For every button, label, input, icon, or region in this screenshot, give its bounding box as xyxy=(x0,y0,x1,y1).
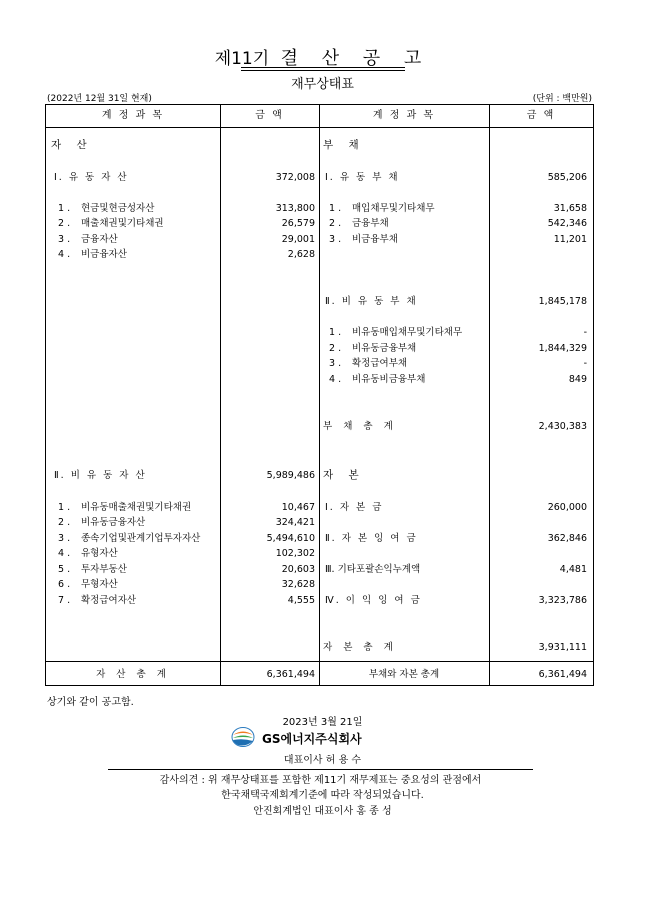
asset-item-name: 금융자산 xyxy=(81,234,118,245)
liability-item-name: 매입채무및기타채무 xyxy=(352,203,435,214)
noncurrent-liabilities-label: Ⅱ. 비 유 동 부 채 xyxy=(325,296,418,307)
notice-date: 2023년 3월 21일 xyxy=(282,717,363,728)
liability-item-name: 비금융부채 xyxy=(352,234,398,245)
asset-item-amount: 29,001 xyxy=(281,234,315,245)
asset-item-amount: 324,421 xyxy=(275,517,315,528)
asset-item-name: 비금융자산 xyxy=(81,249,127,260)
liability-item-no: 2 . xyxy=(329,343,342,354)
equity-item-label: Ⅱ. 자 본 잉 여 금 xyxy=(325,533,418,544)
asset-item-name: 유형자산 xyxy=(81,548,118,559)
header-account-left: 계 정 과 목 xyxy=(101,110,165,121)
asset-item-no: 6 . xyxy=(58,579,71,590)
title-main: 결 산 공 고 xyxy=(280,48,431,69)
total-liabilities-amount: 2,430,383 xyxy=(538,421,587,432)
asset-item-no: 2 . xyxy=(58,218,71,229)
grand-total-label: 부채와 자본 총계 xyxy=(368,669,440,680)
asset-item-name: 매출채권및기타채권 xyxy=(81,218,164,229)
liability-item-amount: - xyxy=(583,327,587,338)
assets-section-label: 자 산 xyxy=(51,139,93,151)
asset-item-no: 3 . xyxy=(58,533,71,544)
ceo-name: 대표이사 허 용 수 xyxy=(283,755,362,766)
header-amount-right: 금 액 xyxy=(526,110,556,121)
asset-item-no: 4 . xyxy=(58,249,71,260)
equity-item-label: Ⅳ. 이 익 잉 여 금 xyxy=(325,595,422,606)
as-of-date: (2022년 12월 31일 현재) xyxy=(47,94,152,104)
total-liabilities-label: 부 채 총 계 xyxy=(323,421,397,432)
liability-item-no: 3 . xyxy=(329,358,342,369)
asset-item-amount: 102,302 xyxy=(275,548,315,559)
liability-item-amount: - xyxy=(583,358,587,369)
gs-logo-icon xyxy=(230,726,256,748)
title-prefix: 제11기 xyxy=(214,49,270,69)
asset-item-amount: 5,494,610 xyxy=(266,533,315,544)
liability-item-name: 비유동금융부채 xyxy=(352,343,417,354)
liability-item-amount: 1,844,329 xyxy=(538,343,587,354)
company-name: GS에너지주식회사 xyxy=(262,732,362,746)
total-equity-amount: 3,931,111 xyxy=(538,642,587,653)
header-amount-left: 금 액 xyxy=(255,110,284,121)
asset-item-amount: 10,467 xyxy=(281,502,315,513)
audit-opinion-line-1: 감사의견 : 위 재무상태표를 포함한 제11기 재무제표는 중요성의 관점에서 xyxy=(108,769,533,786)
unit-label: (단위 : 백만원) xyxy=(532,94,592,104)
asset-item-name: 종속기업및관계기업투자자산 xyxy=(81,533,201,544)
asset-item-name: 현금및현금성자산 xyxy=(81,203,155,214)
liability-item-no: 4 . xyxy=(329,374,342,385)
equity-section-label: 자 본 xyxy=(323,469,365,481)
current-liabilities-label: Ⅰ. 유 동 부 채 xyxy=(325,172,400,183)
total-equity-label: 자 본 총 계 xyxy=(323,642,397,653)
asset-item-no: 5 . xyxy=(58,564,71,575)
equity-item-label: Ⅰ. 자 본 금 xyxy=(325,502,384,513)
noncurrent-assets-amount: 5,989,486 xyxy=(266,470,315,481)
audit-opinion-line-2: 한국채택국제회계기준에 따라 작성되었습니다. xyxy=(221,790,424,801)
asset-item-amount: 4,555 xyxy=(287,595,315,606)
asset-item-name: 투자부동산 xyxy=(81,564,127,575)
asset-item-name: 무형자산 xyxy=(81,579,118,590)
total-assets-amount: 6,361,494 xyxy=(266,669,315,680)
header-account-right: 계 정 과 목 xyxy=(372,110,436,121)
asset-item-no: 7 . xyxy=(58,595,71,606)
liability-item-no: 1 . xyxy=(329,203,342,214)
statement-subtitle: 재무상태표 xyxy=(291,77,354,92)
equity-item-amount: 260,000 xyxy=(547,502,587,513)
asset-item-amount: 26,579 xyxy=(281,218,315,229)
total-assets-label: 자 산 총 계 xyxy=(96,669,170,680)
asset-item-amount: 20,603 xyxy=(281,564,315,575)
asset-item-amount: 32,628 xyxy=(281,579,315,590)
asset-item-no: 4 . xyxy=(58,548,71,559)
current-assets-label: Ⅰ. 유 동 자 산 xyxy=(54,172,129,183)
title-underline xyxy=(241,67,405,68)
notice-text: 상기와 같이 공고함. xyxy=(47,697,134,708)
noncurrent-assets-label: Ⅱ. 비 유 동 자 산 xyxy=(54,470,147,481)
liability-item-no: 1 . xyxy=(329,327,342,338)
liability-item-amount: 11,201 xyxy=(553,234,587,245)
liability-item-amount: 542,346 xyxy=(547,218,587,229)
liabilities-section-label: 부 채 xyxy=(323,139,365,151)
liability-item-amount: 849 xyxy=(568,374,587,385)
asset-item-amount: 2,628 xyxy=(287,249,315,260)
liability-item-no: 2 . xyxy=(329,218,342,229)
equity-item-amount: 3,323,786 xyxy=(538,595,587,606)
grand-total-amount: 6,361,494 xyxy=(538,669,587,680)
liability-item-no: 3 . xyxy=(329,234,342,245)
equity-item-amount: 4,481 xyxy=(559,564,587,575)
equity-item-label: Ⅲ. 기타포괄손익누계액 xyxy=(325,564,421,575)
liability-item-amount: 31,658 xyxy=(553,203,587,214)
asset-item-name: 확정급여자산 xyxy=(81,595,137,606)
asset-item-no: 1 . xyxy=(58,502,71,513)
balance-sheet-table xyxy=(45,104,594,686)
current-liabilities-amount: 585,206 xyxy=(547,172,587,183)
asset-item-no: 1 . xyxy=(58,203,71,214)
liability-item-name: 확정급여부채 xyxy=(352,358,408,369)
asset-item-no: 2 . xyxy=(58,517,71,528)
title-underline-2 xyxy=(241,70,405,71)
asset-item-no: 3 . xyxy=(58,234,71,245)
equity-item-amount: 362,846 xyxy=(547,533,587,544)
liability-item-name: 비유동매입채무및기타채무 xyxy=(352,327,463,338)
asset-item-name: 비유동금융자산 xyxy=(81,517,146,528)
asset-item-name: 비유동매출채권및기타채권 xyxy=(81,502,192,513)
noncurrent-liabilities-amount: 1,845,178 xyxy=(538,296,587,307)
col-divider-2 xyxy=(319,105,320,685)
current-assets-amount: 372,008 xyxy=(275,172,315,183)
liability-item-name: 비유동비금융부채 xyxy=(352,374,426,385)
liability-item-name: 금융부채 xyxy=(352,218,389,229)
auditor-name: 안진회계법인 대표이사 홍 종 성 xyxy=(253,806,392,817)
asset-item-amount: 313,800 xyxy=(275,203,315,214)
